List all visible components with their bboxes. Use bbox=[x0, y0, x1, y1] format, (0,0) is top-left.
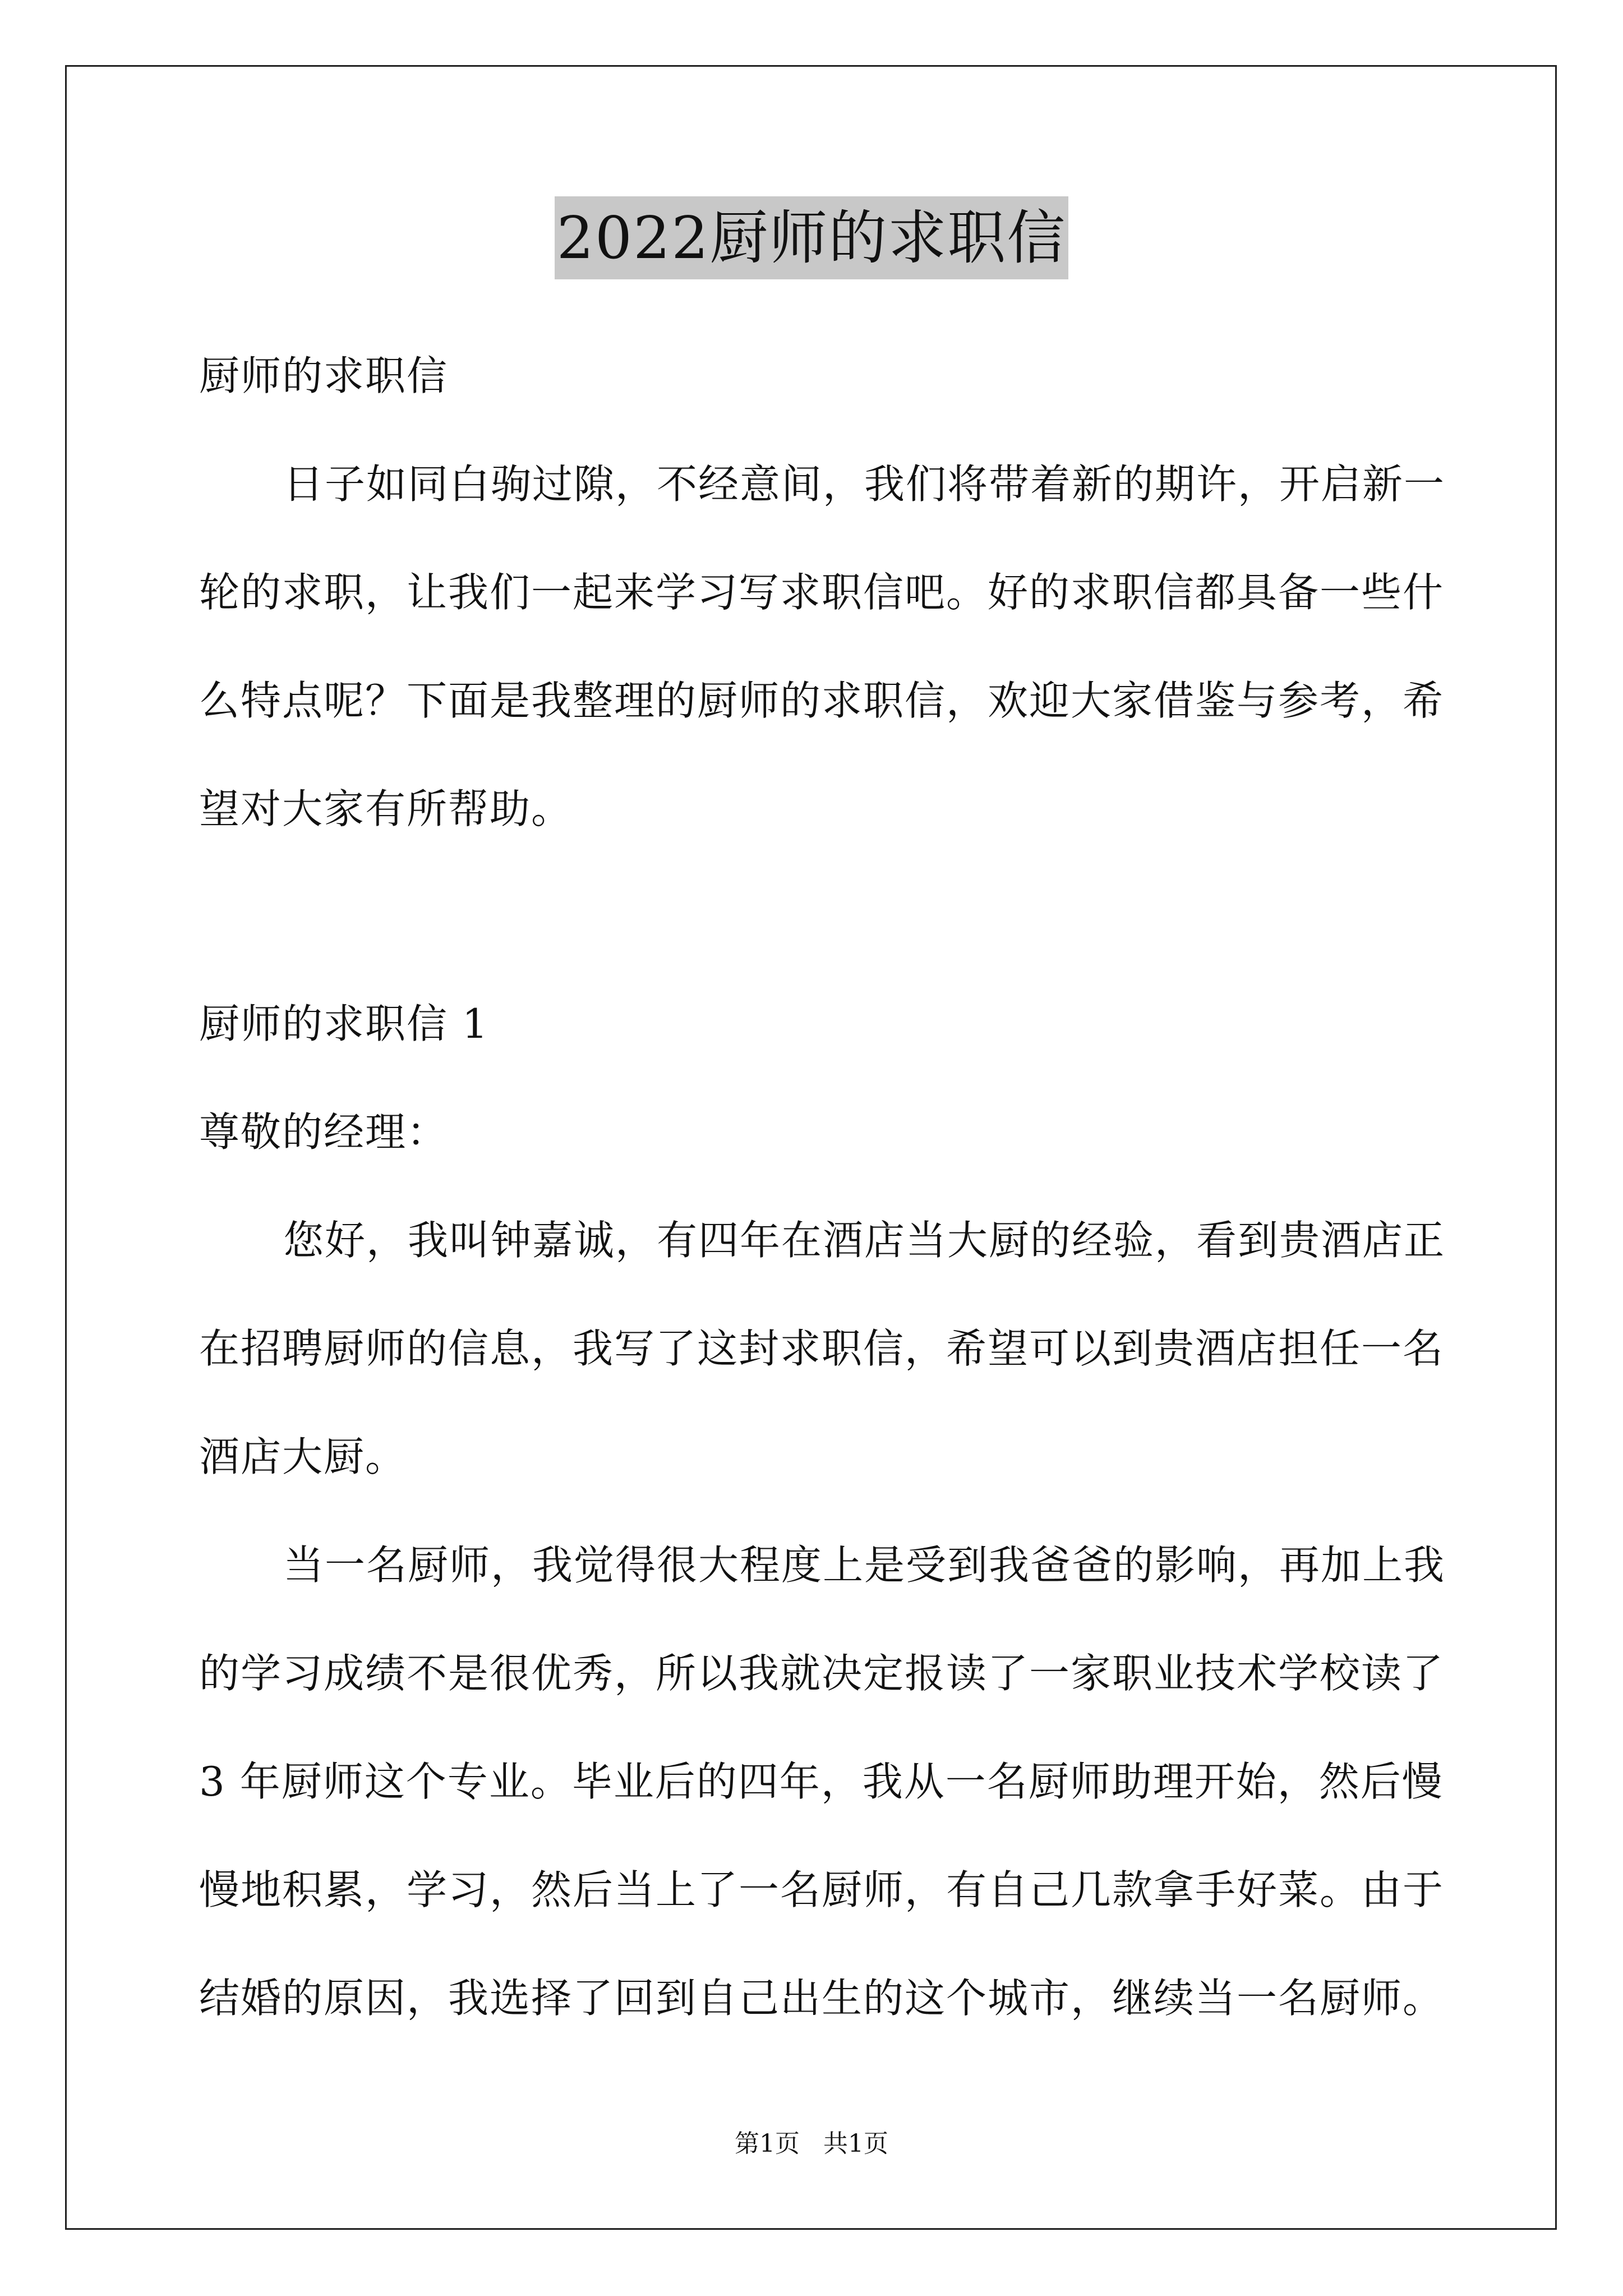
para1-line-3: 酒店大厨。 bbox=[199, 1433, 407, 1480]
page-footer: 第1页 共1页 bbox=[735, 2129, 888, 2158]
subtitle: 厨师的求职信 bbox=[199, 352, 449, 399]
title-container bbox=[0, 196, 1623, 279]
intro-line-4: 望对大家有所帮助。 bbox=[199, 785, 573, 832]
para2-line-3: 3 年厨师这个专业。毕业后的四年，我从一名厨师助理开始，然后慢 bbox=[199, 1758, 1444, 1805]
intro-line-2: 轮的求职，让我们一起来学习写求职信吧。好的求职信都具备一些什 bbox=[199, 569, 1445, 616]
para1-line-2: 在招聘厨师的信息，我写了这封求职信，希望可以到贵酒店担任一名 bbox=[199, 1325, 1445, 1372]
para2-line-5: 结婚的原因，我选择了回到自己出生的这个城市，继续当一名厨师。 bbox=[199, 1975, 1445, 2022]
salutation: 尊敬的经理： bbox=[199, 1108, 449, 1156]
intro-line-1: 日子如同白驹过隙，不经意间，我们将带着新的期许，开启新一 bbox=[283, 461, 1446, 508]
para2-line-4: 慢地积累，学习，然后当上了一名厨师，有自己几款拿手好菜。由于 bbox=[199, 1866, 1445, 1913]
section-heading: 厨师的求职信 1 bbox=[199, 1000, 489, 1047]
para2-line-1: 当一名厨师，我觉得很大程度上是受到我爸爸的影响，再加上我 bbox=[283, 1542, 1446, 1589]
para2-line-2: 的学习成绩不是很优秀，所以我就决定报读了一家职业技术学校读了 bbox=[199, 1650, 1445, 1697]
intro-line-3: 么特点呢？下面是我整理的厨师的求职信，欢迎大家借鉴与参考，希 bbox=[199, 677, 1445, 724]
para1-line-1: 您好，我叫钟嘉诚，有四年在酒店当大厨的经验，看到贵酒店正 bbox=[283, 1217, 1446, 1264]
document-title: 2022厨师的求职信 bbox=[555, 196, 1069, 279]
